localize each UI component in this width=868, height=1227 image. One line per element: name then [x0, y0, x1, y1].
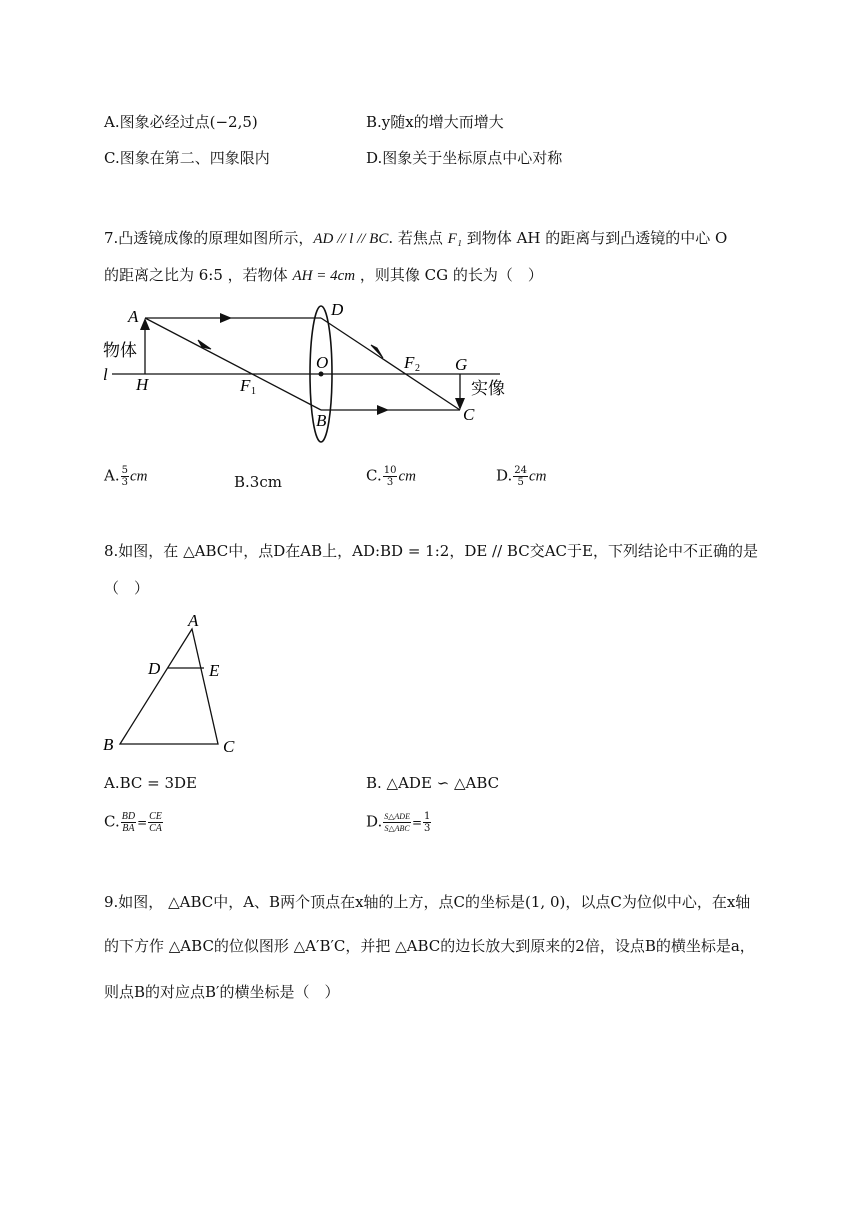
q8-triangle-diagram	[100, 612, 260, 762]
q7-ah-math: AH = 4cm	[292, 268, 356, 284]
label-f1: F	[240, 376, 251, 395]
label-c: C	[223, 737, 235, 756]
q7-stem-mid: . 若焦点	[388, 229, 448, 247]
q9-stem-line3: 则点B的对应点B′的横坐标是（ ）	[104, 983, 340, 1001]
q7-option-d: D. $\frac{24}{5}$ cm	[496, 465, 547, 488]
q8-option-c: C. $\frac{BD}{BA}$ = $\frac{CE}{CA}$	[104, 811, 162, 834]
q8-stem-line2: （ ）	[104, 579, 150, 597]
q7-stem-line2-post: ，则其像 CG 的长为（ ）	[355, 266, 543, 284]
q8-option-d: D. $\frac{\text{S△ADE}}{\text{S△ABC}}$ = $\frac{1}{3}$	[366, 811, 431, 834]
label-c: C	[463, 405, 475, 424]
label-d: D	[331, 300, 344, 319]
fraction: $\frac{BD}{BA}$	[121, 811, 136, 834]
q8-stem-line1: 8.如图，在 △ABC中，点D在AB上，AD:BD = 1:2，DE // BC交AC于E，下列结论中不正确的是	[104, 542, 758, 560]
fraction: $\frac{CE}{CA}$	[149, 811, 162, 834]
label-f2-sub: 2	[415, 363, 420, 374]
ray-a-b-arrowhead	[198, 340, 211, 349]
q7-stem-text: 7.凸透镜成像的原理如图所示，	[104, 229, 314, 247]
q6-option-b: B.y随x的增大而增大	[366, 113, 504, 131]
fraction: $\frac{24}{5}$	[514, 465, 527, 488]
q6-option-d: D.图象关于坐标原点中心对称	[366, 149, 563, 167]
q7-stem-end: 到物体 AH 的距离与到凸透镜的中心 O	[462, 229, 728, 247]
q6-option-c: C.图象在第二、四象限内	[104, 149, 270, 167]
label-f1-sub: 1	[251, 386, 256, 397]
ray-a-d-arrowhead	[220, 313, 232, 323]
label-image: 实像	[471, 379, 505, 399]
q8-option-b: B. △ADE ∽ △ABC	[366, 774, 500, 792]
q8-option-a: A.BC = 3DE	[104, 774, 198, 792]
q7-option-b: B.3cm	[234, 473, 282, 491]
label-l: l	[103, 365, 108, 384]
q7-lens-diagram	[100, 300, 520, 450]
q7-stem-line2-pre: 的距离之比为 6:5 ，若物体	[104, 266, 293, 284]
fraction: $\frac{1}{3}$	[424, 811, 431, 834]
q7-stem-line1	[104, 228, 727, 249]
q7-stem-line2	[104, 265, 543, 286]
q7-option-a: A. $\frac{5}{3}$ cm	[104, 465, 148, 488]
ray-d-c-arrowhead	[371, 345, 383, 358]
q7-option-c: C. $\frac{10}{3}$ cm	[366, 465, 416, 488]
q7-focus-f1: F₁	[447, 231, 463, 247]
ray-a-b	[145, 318, 321, 410]
q7-parallel-math: AD // l // BC	[313, 231, 389, 247]
label-a: A	[188, 611, 199, 630]
label-g: G	[455, 355, 468, 374]
q6-option-a: A.图象必经过点(−2,5)	[104, 113, 258, 131]
q9-stem-line1: 9.如图， △ABC中，A、B两个顶点在x轴的上方，点C的坐标是(1, 0)，以点C为位似中心，在x轴	[104, 893, 751, 911]
ray-d-c	[321, 318, 460, 410]
fraction: $\frac{5}{3}$	[121, 465, 128, 488]
label-b: B	[103, 735, 114, 754]
label-h: H	[136, 375, 149, 394]
label-b: B	[316, 411, 327, 430]
label-d: D	[148, 659, 161, 678]
label-o: O	[316, 353, 329, 372]
label-f2: F	[404, 353, 415, 372]
label-object: 物体	[103, 341, 137, 361]
fraction: $\frac{10}{3}$	[383, 465, 397, 488]
label-e: E	[209, 661, 220, 680]
lens-center-dot	[319, 372, 324, 377]
ray-b-c-arrowhead	[377, 405, 389, 415]
triangle-abc	[120, 629, 218, 744]
label-a: A	[128, 307, 139, 326]
fraction: $\frac{\text{S△ADE}}{\text{S△ABC}}$	[384, 812, 410, 833]
q9-stem-line2: 的下方作 △ABC的位似图形 △A′B′C，并把 △ABC的边长放大到原来的2倍，设点B的横坐标是a，	[104, 937, 755, 955]
